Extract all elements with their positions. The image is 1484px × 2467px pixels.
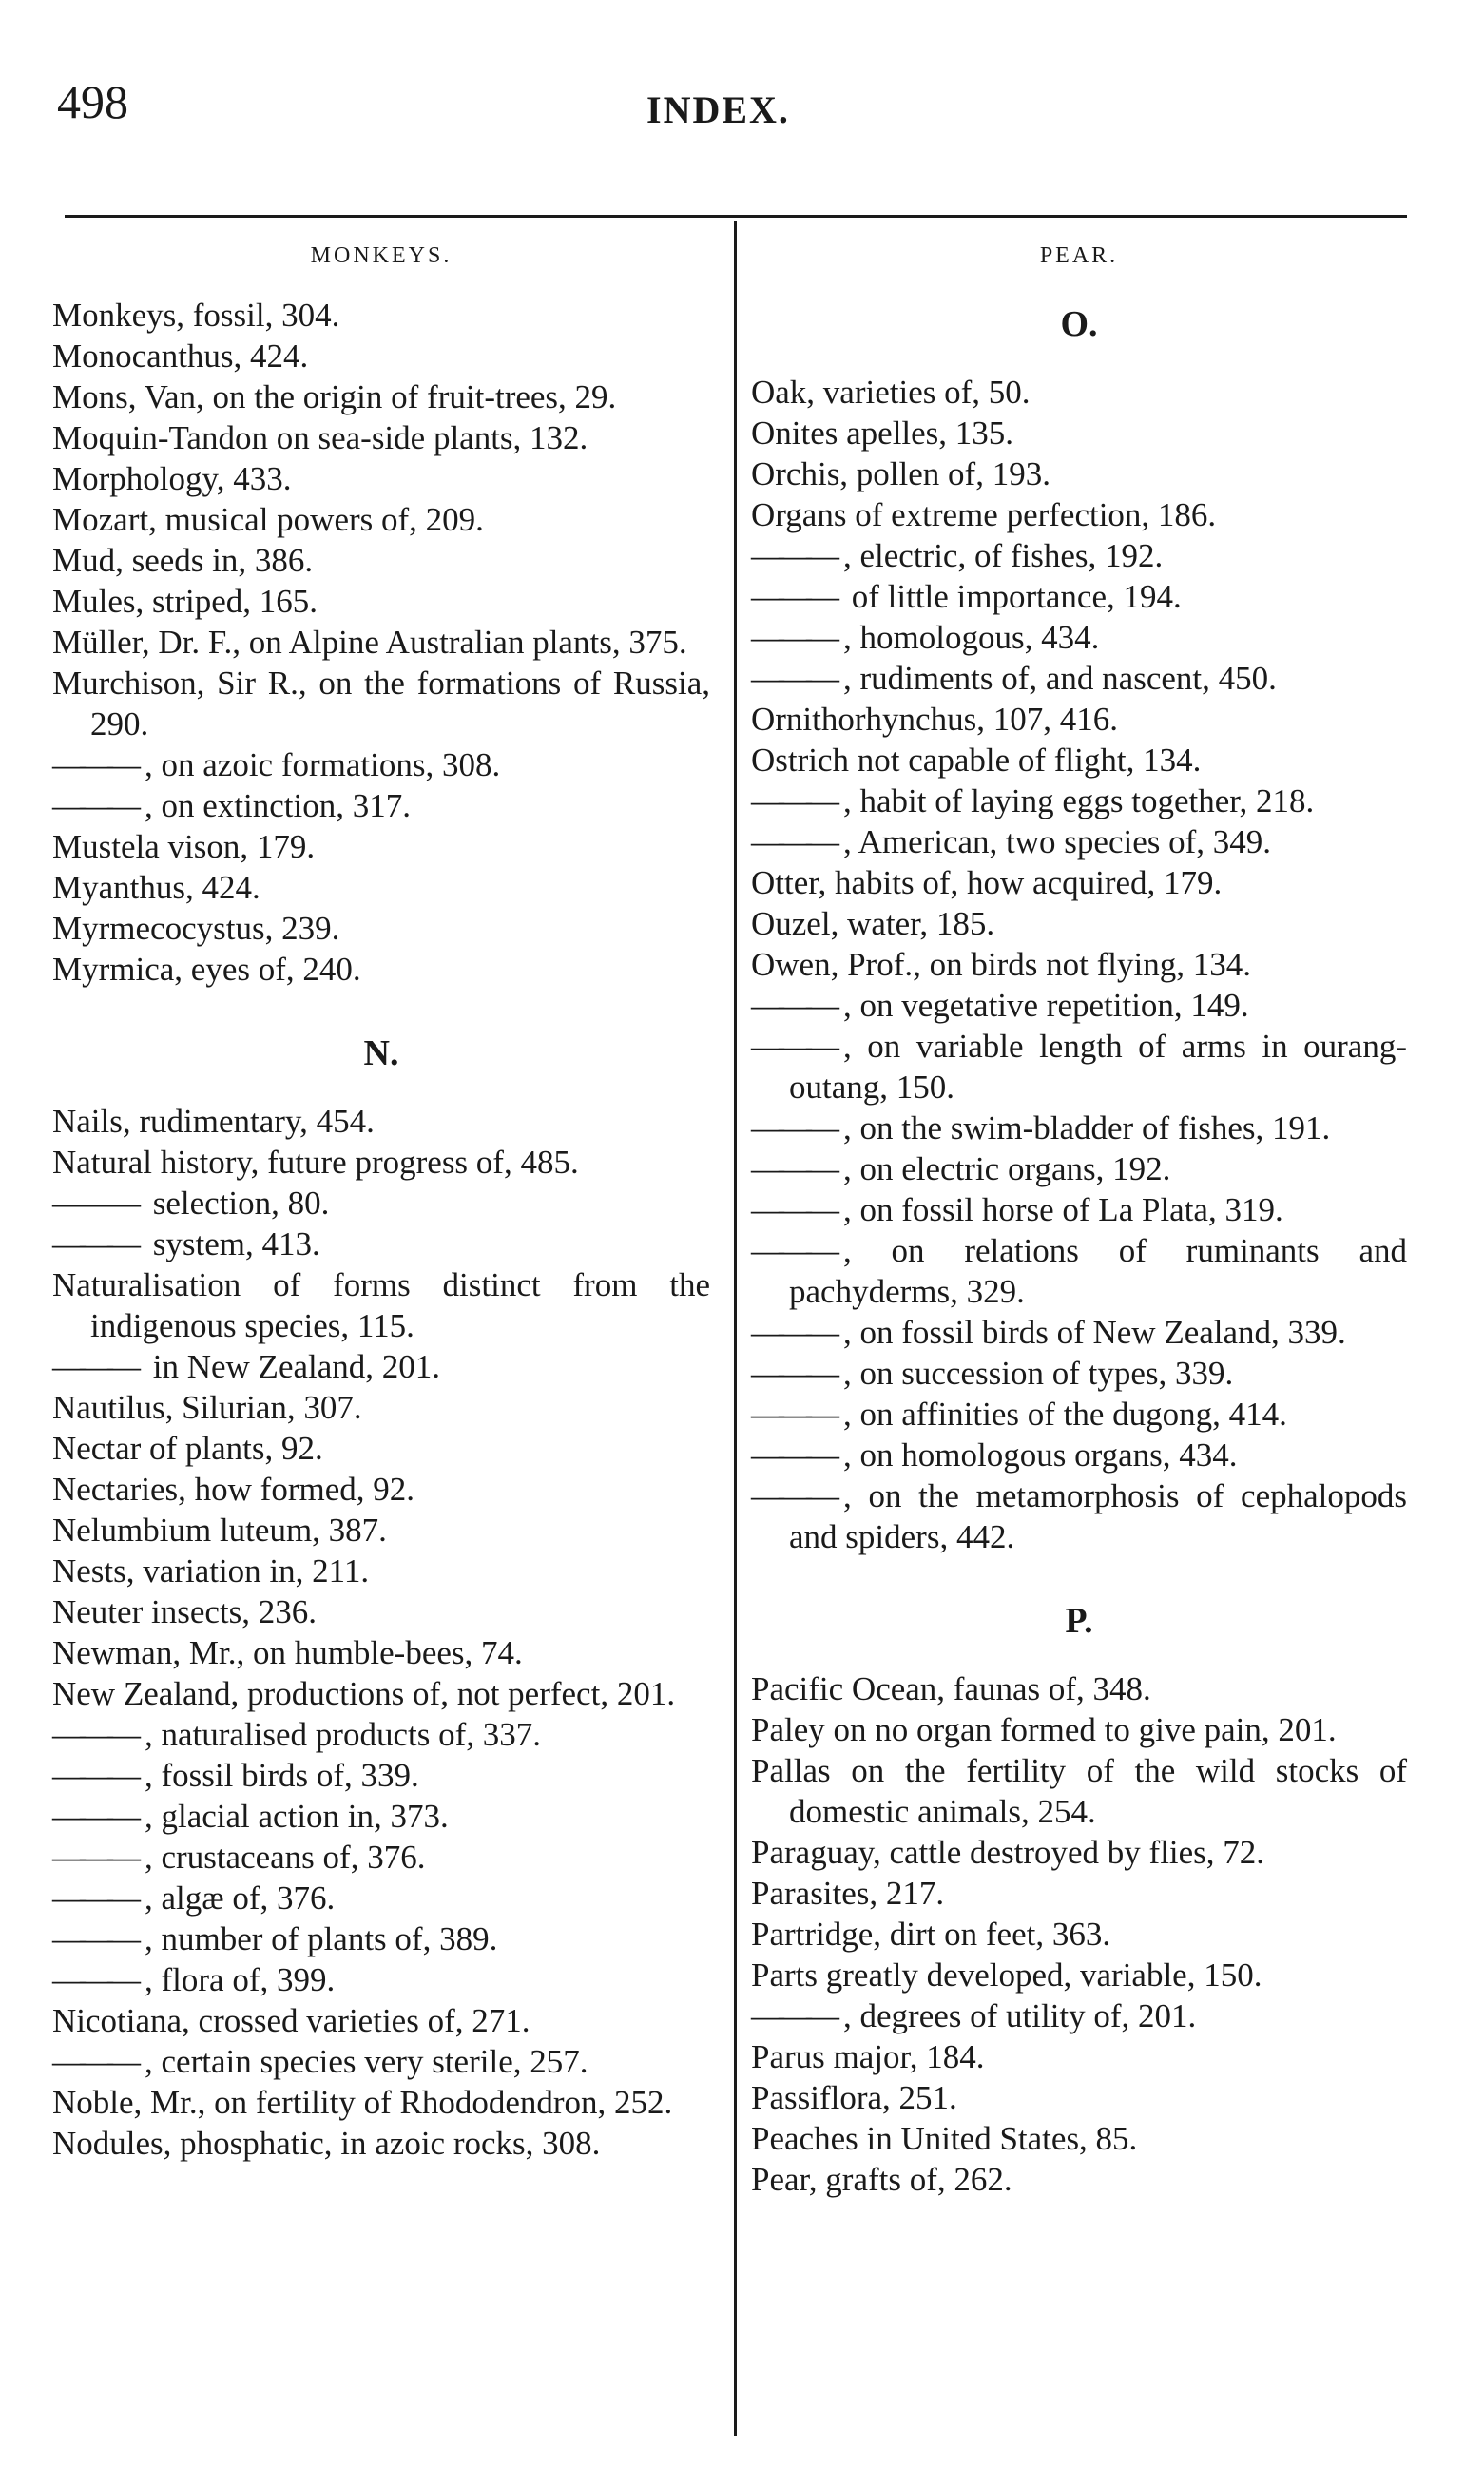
index-entry: Müller, Dr. F., on Alpine Australian plants, 375. (52, 624, 687, 661)
index-entry: Newman, Mr., on humble-bees, 74. (52, 1634, 523, 1671)
index-entry: Mules, striped, 165. (52, 583, 318, 620)
index-entry: Nests, variation in, 211. (52, 1552, 370, 1590)
index-entry: Monkeys, fossil, 304. (52, 297, 340, 334)
index-entry: Onites apelles, 135. (751, 414, 1014, 452)
index-entry: Partridge, dirt on feet, 363. (751, 1916, 1111, 1953)
section-letter-o: O. (1060, 304, 1098, 344)
index-entry: ——— , on vegetative repetition, 149. (751, 985, 1407, 1026)
index-entry: Peaches in United States, 85. (751, 2120, 1138, 2157)
index-entry: ——— , on variable length of arms in ourang-outang, 150. (751, 1026, 1407, 1108)
index-entry: Nodules, phosphatic, in azoic rocks, 308. (52, 2125, 601, 2162)
index-entry: Nicotiana, crossed varieties of, 271. (52, 2002, 530, 2039)
index-entry: Noble, Mr., on fertility of Rhododendron, 252. (52, 2084, 673, 2121)
index-entry: Mustela vison, 179. (52, 828, 316, 865)
index-entry: Owen, Prof., on birds not flying, 134. (751, 946, 1251, 983)
index-entry: Orchis, pollen of, 193. (751, 455, 1050, 492)
index-entry: Nectaries, how formed, 92. (52, 1471, 414, 1508)
index-entry: ——— , algæ of, 376. (52, 1878, 710, 1918)
entries-n-list (52, 1101, 710, 2164)
index-entry: Parasites, 217. (751, 1875, 945, 1912)
index-entry: Nelumbium luteum, 387. (52, 1512, 387, 1549)
running-head: INDEX. (646, 88, 790, 131)
section-letter-n: N. (363, 1033, 399, 1073)
index-entry: ——— , rudiments of, and nascent, 450. (751, 658, 1407, 699)
index-entry: ——— , on electric organs, 192. (751, 1148, 1407, 1189)
index-entry: Monocanthus, 424. (52, 337, 309, 375)
right-column (751, 236, 1407, 2200)
index-entry: Naturalisation of forms distinct from the indigenous species, 115. (52, 1266, 710, 1344)
index-entry: ——— , flora of, 399. (52, 1959, 710, 2000)
index-entry: ——— , on extinction, 317. (52, 785, 710, 826)
index-entry: Mud, seeds in, 386. (52, 542, 314, 579)
index-entry: Passiflora, 251. (751, 2079, 957, 2116)
section-letter-p: P. (1065, 1601, 1093, 1641)
left-column-header: MONKEYS. (310, 243, 453, 268)
index-entry: ——— , degrees of utility of, 201. (751, 1995, 1407, 2036)
index-entry: Neuter insects, 236. (52, 1593, 317, 1630)
index-entry: ——— , naturalised products of, 337. (52, 1714, 710, 1755)
index-entry: ——— , on affinities of the dugong, 414. (751, 1394, 1407, 1435)
index-entry: ——— , on homologous organs, 434. (751, 1435, 1407, 1475)
index-entry: Oak, varieties of, 50. (751, 374, 1031, 411)
header-rule (65, 215, 1407, 218)
page-number: 498 (57, 75, 128, 128)
index-entry: Moquin-Tandon on sea-side plants, 132. (52, 419, 588, 456)
index-entry: ——— , fossil birds of, 339. (52, 1755, 710, 1796)
index-entry: ——— , on fossil birds of New Zealand, 339. (751, 1312, 1407, 1353)
index-entry: Myanthus, 424. (52, 869, 260, 906)
index-entry: Paley on no organ formed to give pain, 201. (751, 1711, 1337, 1748)
index-entry: Morphology, 433. (52, 460, 292, 497)
index-entry: Ouzel, water, 185. (751, 905, 995, 942)
index-entry: Natural history, future progress of, 485. (52, 1144, 579, 1181)
index-entry: ——— , number of plants of, 389. (52, 1918, 710, 1959)
index-entry: ——— of little importance, 194. (751, 576, 1407, 617)
index-entry: Ostrich not capable of flight, 134. (751, 742, 1202, 779)
index-entry: New Zealand, productions of, not perfect, 201. (52, 1675, 676, 1712)
right-column-header: PEAR. (1039, 243, 1119, 268)
index-entry: ——— , certain species very sterile, 257. (52, 2041, 710, 2082)
index-entry: ——— selection, 80. (52, 1183, 710, 1224)
index-entry: Parus major, 184. (751, 2038, 985, 2075)
index-entry: Paraguay, cattle destroyed by flies, 72. (751, 1834, 1265, 1871)
index-entry: Nails, rudimentary, 454. (52, 1103, 375, 1140)
index-entry: ——— , on relations of ruminants and pachyderms, 329. (751, 1230, 1407, 1312)
index-entry: ——— , glacial action in, 373. (52, 1796, 710, 1837)
index-entry: ——— , crustaceans of, 376. (52, 1837, 710, 1878)
entries-o-list (751, 372, 1407, 1557)
index-entry: Murchison, Sir R., on the formations of Russia, 290. (52, 665, 710, 742)
entries-m-list (52, 295, 710, 990)
index-entry: Mons, Van, on the origin of fruit-trees, 29. (52, 378, 617, 415)
index-entry: ——— , electric, of fishes, 192. (751, 535, 1407, 576)
index-entry: ——— , on succession of types, 339. (751, 1353, 1407, 1394)
left-column (52, 236, 710, 2164)
index-entry: Pallas on the fertility of the wild stocks of domestic animals, 254. (751, 1752, 1407, 1830)
index-entry: Nectar of plants, 92. (52, 1430, 323, 1467)
index-entry: ——— , on fossil horse of La Plata, 319. (751, 1189, 1407, 1230)
index-entry: Pear, grafts of, 262. (751, 2161, 1012, 2198)
entries-p-list (751, 1668, 1407, 2200)
index-entry: Pacific Ocean, faunas of, 348. (751, 1670, 1151, 1707)
index-entry: Otter, habits of, how acquired, 179. (751, 864, 1223, 901)
index-entry: ——— , American, two species of, 349. (751, 821, 1407, 862)
index-entry: Myrmica, eyes of, 240. (52, 951, 361, 988)
column-divider (734, 221, 737, 2436)
index-entry: Parts greatly developed, variable, 150. (751, 1956, 1262, 1994)
index-entry: ——— system, 413. (52, 1224, 710, 1264)
index-entry: ——— , on azoic formations, 308. (52, 744, 710, 785)
index-entry: ——— , habit of laying eggs together, 218. (751, 781, 1407, 821)
index-entry: Myrmecocystus, 239. (52, 910, 340, 947)
index-entry: Mozart, musical powers of, 209. (52, 501, 484, 538)
index-entry: ——— , on the metamorphosis of cephalopods and spiders, 442. (751, 1475, 1407, 1557)
index-entry: Ornithorhynchus, 107, 416. (751, 701, 1118, 738)
index-entry: ——— in New Zealand, 201. (52, 1346, 710, 1387)
index-entry: ——— , on the swim-bladder of fishes, 191. (751, 1108, 1407, 1148)
index-entry: ——— , homologous, 434. (751, 617, 1407, 658)
index-entry: Organs of extreme perfection, 186. (751, 496, 1217, 533)
index-entry: Nautilus, Silurian, 307. (52, 1389, 362, 1426)
